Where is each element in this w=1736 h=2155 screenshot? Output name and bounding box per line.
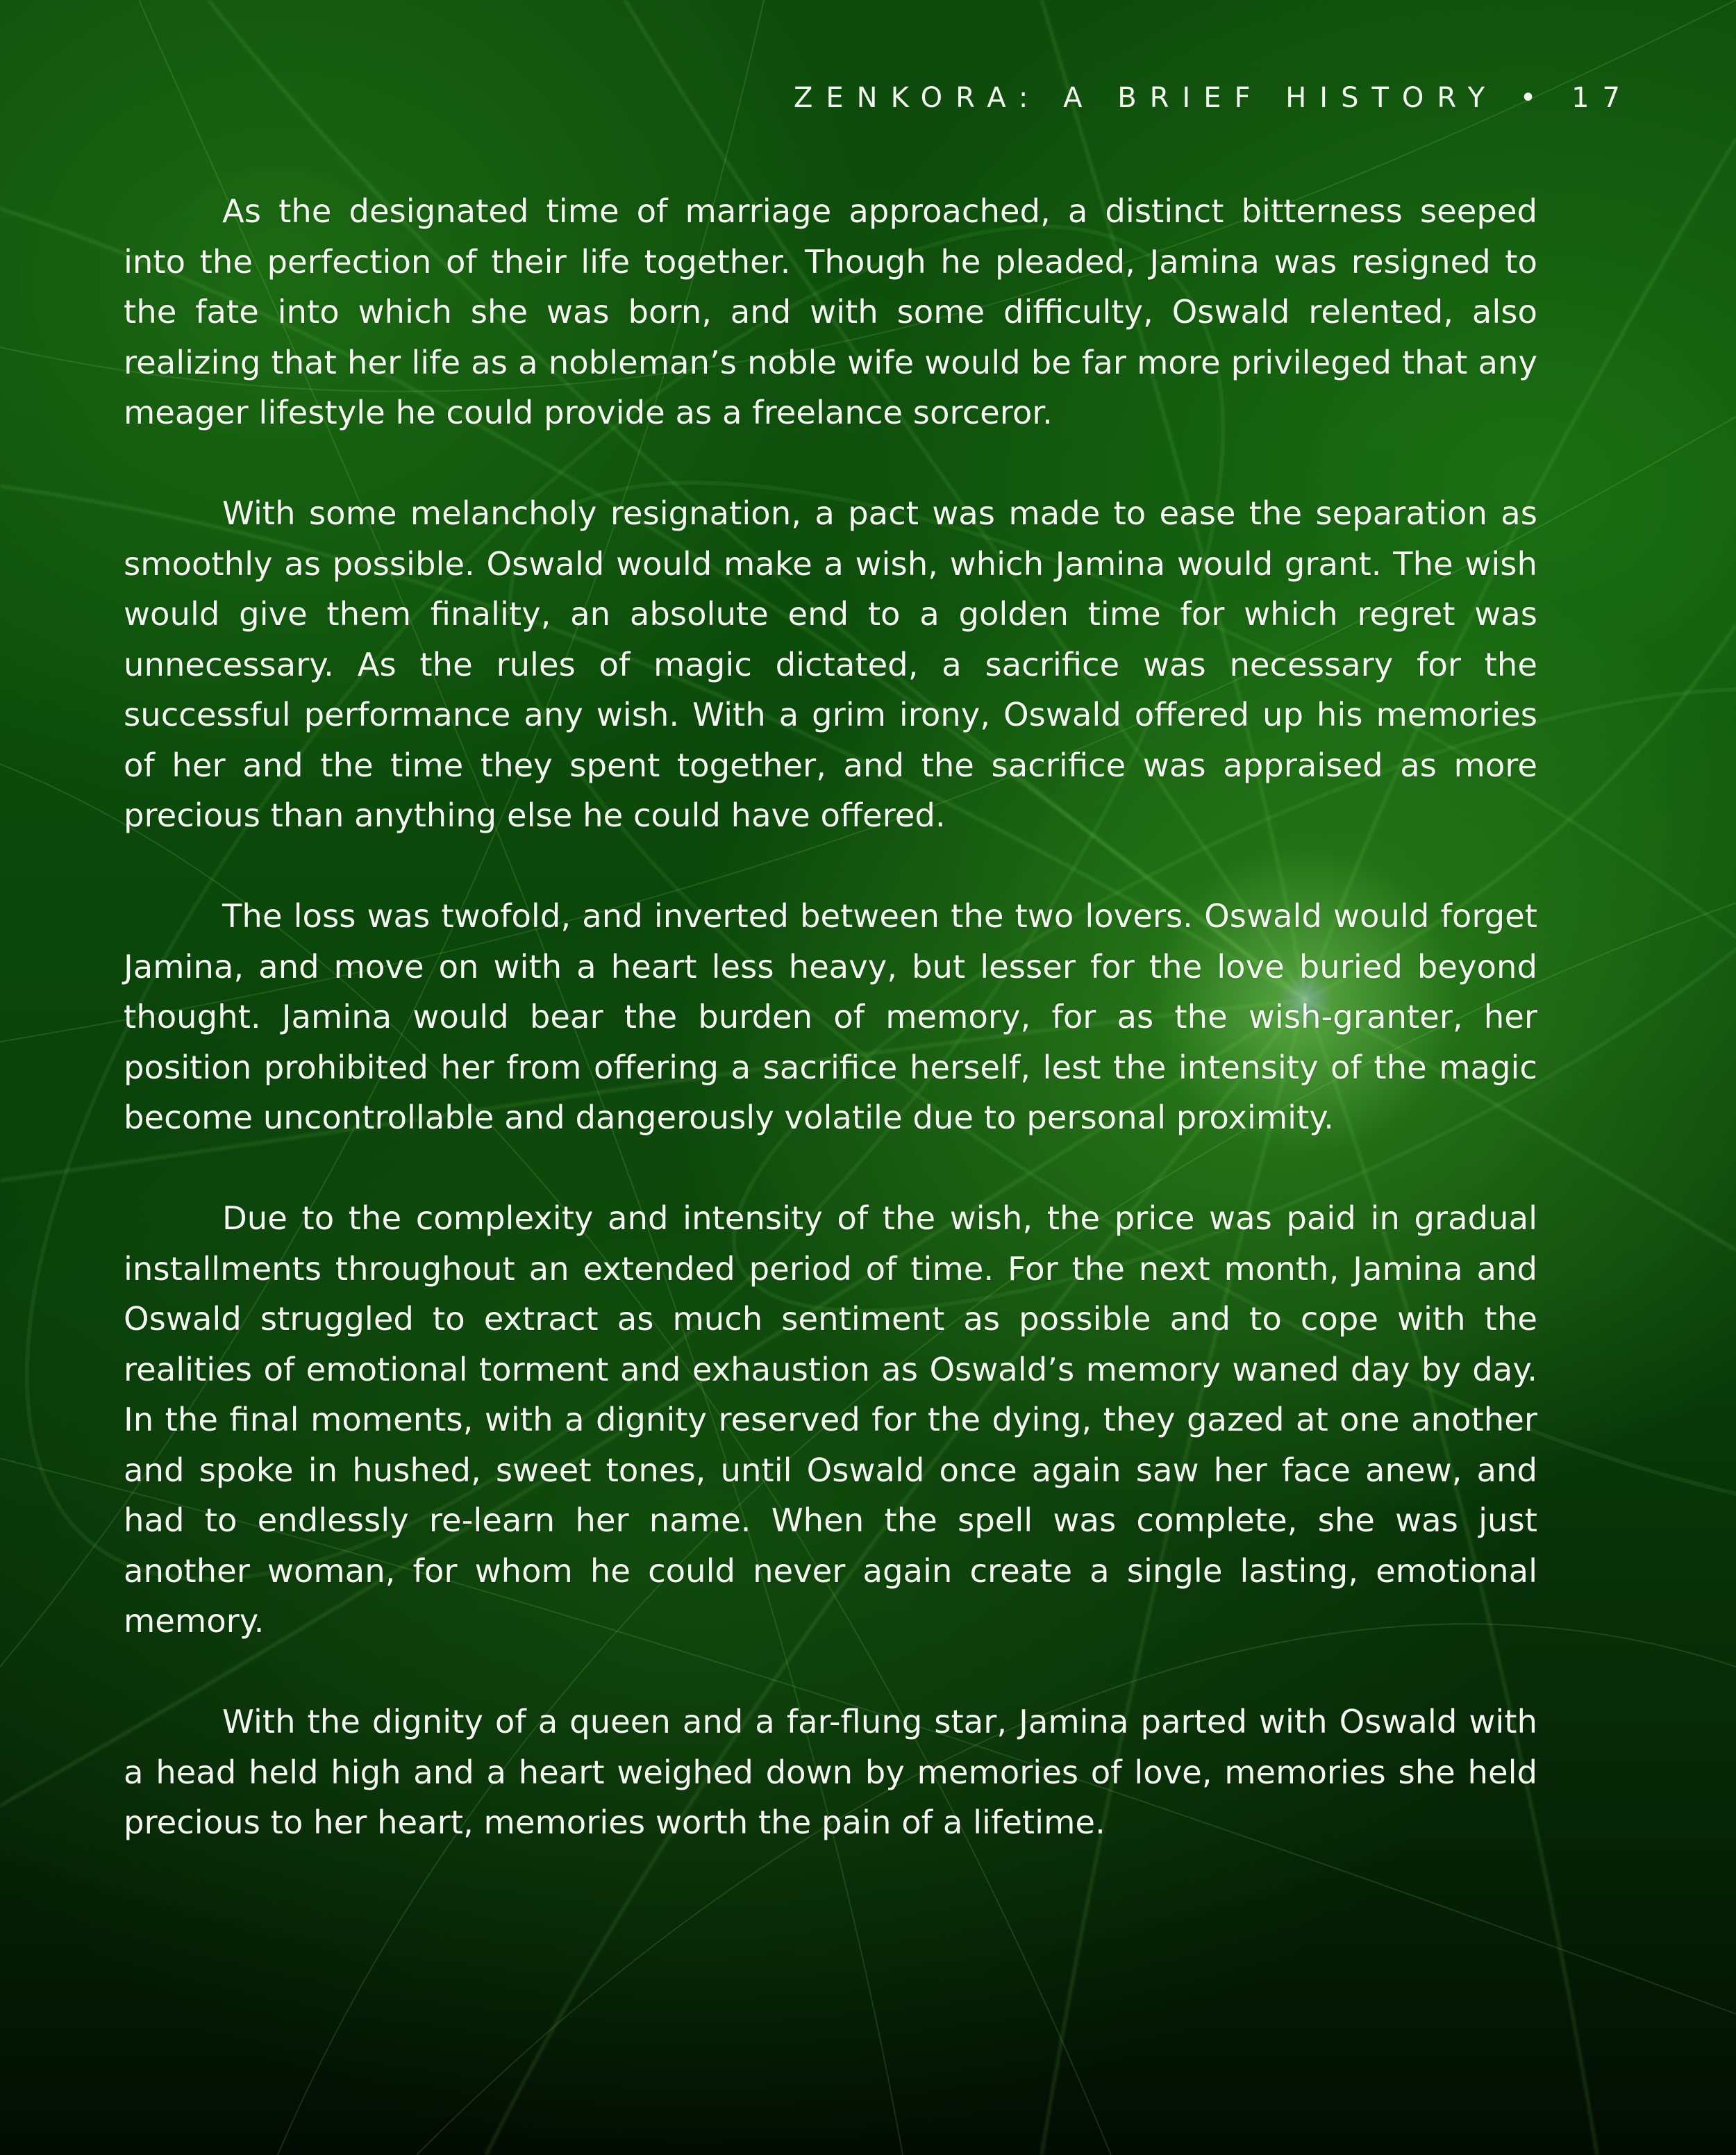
paragraph: As the designated time of marriage approached, a distinct bitterness seeped into the perfection of their life together. Though he pleaded, Jamina was resigned to the fate into which she was born, and with some difficulty, Oswald relented, also realizing that her life as a nobleman’s noble wife would be far more privileged that any meager lifestyle he could provide as a freelance sorceror.	[124, 192, 1537, 431]
paragraph: With the dignity of a queen and a far-flung star, Jamina parted with Oswald with a head held high and a heart weighed down by memories of love, memories she held precious to her heart, memories worth the pain of a lifetime.	[124, 1703, 1537, 1841]
paragraph: Due to the complexity and intensity of the wish, the price was paid in gradual installments throughout an extended period of time. For the next month, Jamina and Oswald struggled to extract as much sentiment as possible and to cope with the realities of emotional torment and exhaustion as Oswald’s memory waned day by day. In the final moments, with a dignity reserved for the dying, they gazed at one another and spoke in hushed, sweet tones, until Oswald once again saw her face anew, and had to endlessly re-learn her name. When the spell was complete, she was just another woman, for whom he could never again create a single lasting, emotional memory.	[124, 1199, 1537, 1640]
running-head: ZENKORA: A BRIEF HISTORY • 17	[793, 82, 1633, 114]
paragraph: The loss was twofold, and inverted between the two lovers. Oswald would forget Jamina, and move on with a heart less heavy, but lesser for the love buried beyond thought. Jamina would bear the burden of memory, for as the wish-granter, her position prohibited her from offering a sacrifice herself, lest the intensity of the magic become uncontrollable and dangerously volatile due to personal proximity.	[124, 897, 1537, 1136]
paragraph: With some melancholy resignation, a pact was made to ease the separation as smoothly as possible. Oswald would make a wish, which Jamina would grant. The wish would give them finality, an absolute end to a golden time for which regret was unnecessary. As the rules of magic dictated, a sacrifice was necessary for the successful performance any wish. With a grim irony, Oswald offered up his memories of her and the time they spent together, and the sacrifice was appraised as more precious than anything else he could have offered.	[124, 494, 1537, 834]
body-text	[124, 186, 1537, 1848]
